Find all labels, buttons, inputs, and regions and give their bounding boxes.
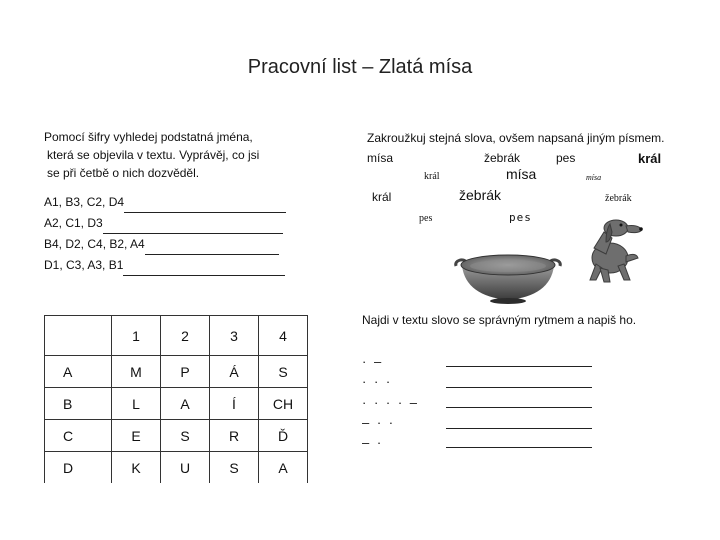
code-line: [44, 255, 286, 276]
table-cell: M: [112, 356, 161, 388]
answer-line[interactable]: [446, 427, 592, 429]
instruction-line: se při četbě o nich dozvěděl.: [47, 166, 200, 180]
row-header: D: [45, 452, 112, 484]
table-row: [45, 420, 308, 452]
word-pes[interactable]: pes: [419, 213, 433, 224]
rhythm-pattern: · · ·: [362, 374, 393, 389]
word-kral[interactable]: král: [424, 171, 440, 182]
row-header: A: [45, 356, 112, 388]
answer-line[interactable]: [446, 386, 592, 388]
word-pes[interactable]: pes: [509, 211, 532, 224]
table-cell: P: [161, 356, 210, 388]
table-cell: K: [112, 452, 161, 484]
table-cell: Í: [210, 388, 259, 420]
row-header: B: [45, 388, 112, 420]
golden-bowl-icon: [452, 246, 564, 306]
table-cell: Ď: [259, 420, 308, 452]
answer-line[interactable]: [446, 446, 592, 448]
word-misa[interactable]: mísa: [586, 173, 602, 182]
column-header: 1: [112, 316, 161, 356]
table-cell: R: [210, 420, 259, 452]
cipher-table: [44, 315, 308, 483]
word-zebrak[interactable]: žebrák: [484, 151, 521, 165]
table-cell: S: [210, 452, 259, 484]
code-line: [44, 192, 286, 213]
code-line: [44, 234, 286, 255]
answer-line[interactable]: [446, 365, 592, 367]
word-misa[interactable]: mísa: [367, 151, 394, 165]
code-text: A1, B3, C2, D4: [44, 195, 125, 209]
code-text: A2, C1, D3: [44, 216, 103, 230]
table-cell: CH: [259, 388, 308, 420]
table-cell: U: [161, 452, 210, 484]
circle-instruction: Zakroužkuj stejná slova, ovšem napsaná jiným písmem.: [367, 131, 665, 145]
answer-line[interactable]: [446, 406, 592, 408]
column-header: 3: [210, 316, 259, 356]
table-row: [45, 452, 308, 484]
answer-blank[interactable]: [124, 199, 286, 213]
table-cell: S: [259, 356, 308, 388]
answer-blank[interactable]: [145, 241, 279, 255]
word-pes[interactable]: pes: [556, 151, 576, 165]
answer-blank[interactable]: [123, 262, 285, 276]
answer-blank[interactable]: [103, 220, 283, 234]
table-corner: [45, 316, 112, 356]
cipher-codes: [44, 192, 286, 276]
table-cell: S: [161, 420, 210, 452]
rhythm-pattern: · · · · –: [362, 395, 419, 410]
rhythm-pattern: · –: [362, 354, 384, 369]
rhythm-pattern: – ·: [362, 435, 384, 450]
rhythm-pattern: – · ·: [362, 415, 396, 430]
table-cell: L: [112, 388, 161, 420]
column-header: 4: [259, 316, 308, 356]
dog-icon: [566, 212, 654, 284]
table-row: [45, 388, 308, 420]
column-header: 2: [161, 316, 210, 356]
table-header-row: [45, 316, 308, 356]
row-header: C: [45, 420, 112, 452]
code-line: [44, 213, 286, 234]
word-kral[interactable]: král: [638, 151, 662, 166]
word-zebrak[interactable]: žebrák: [459, 187, 502, 203]
table-cell: Á: [210, 356, 259, 388]
cipher-instruction: [44, 128, 294, 182]
table-cell: A: [161, 388, 210, 420]
rhythm-instruction: Najdi v textu slovo se správným rytmem a napiš ho.: [362, 313, 637, 327]
table-cell: E: [112, 420, 161, 452]
word-misa[interactable]: mísa: [506, 166, 537, 182]
table-cell: A: [259, 452, 308, 484]
instruction-line: Pomocí šifry vyhledej podstatná jména,: [44, 130, 253, 144]
code-text: D1, C3, A3, B1: [44, 258, 124, 272]
page-title: Pracovní list – Zlatá mísa: [247, 56, 473, 78]
table-row: [45, 356, 308, 388]
code-text: B4, D2, C4, B2, A4: [44, 237, 145, 251]
word-zebrak[interactable]: žebrák: [605, 193, 632, 204]
word-kral[interactable]: král: [372, 190, 392, 204]
instruction-line: která se objevila v textu. Vyprávěj, co jsi: [47, 148, 260, 162]
